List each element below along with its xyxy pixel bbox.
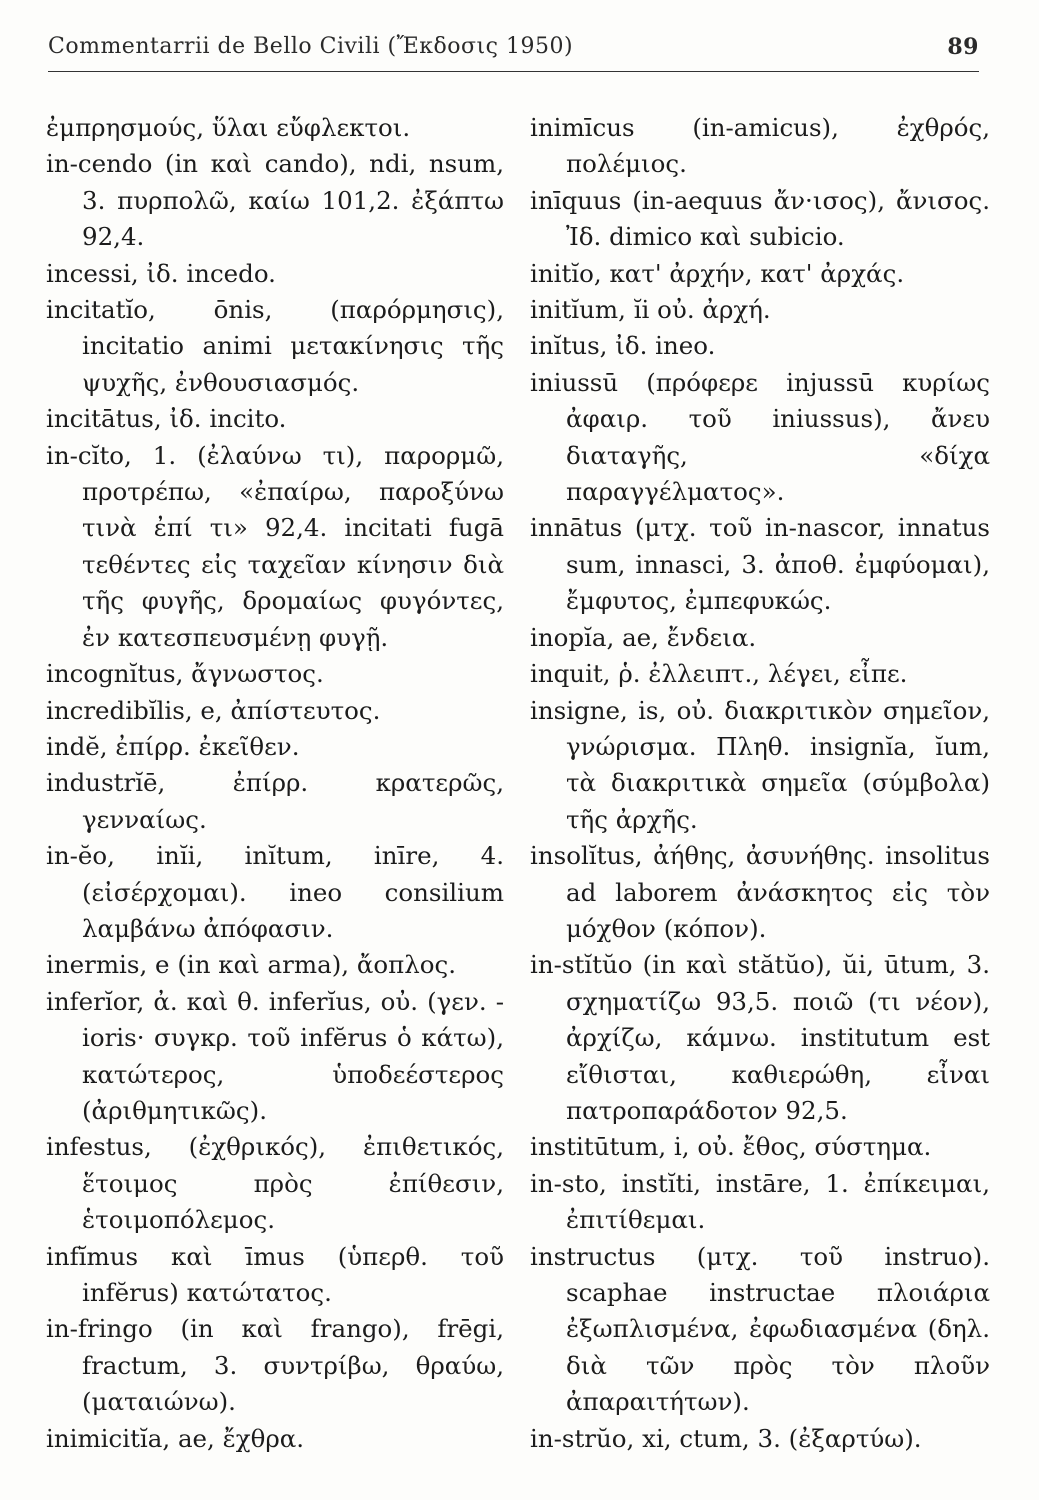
dictionary-entry: inopĭa, ae, ἔνδεια. — [530, 622, 757, 652]
dictionary-entry: incitātus, ἰδ. incito. — [46, 404, 287, 434]
dictionary-entry: inermis, e (in καὶ arma), ἄοπλος. — [46, 950, 457, 980]
dictionary-entry: insigne, is, οὐ. διακριτικὸν σημεῖον, γνώρισμα. Πληθ. insignĭa, ĭum, τὰ διακριτικὰ σημεῖα (σύμβολα) τῆς ἀρχῆς. — [530, 695, 990, 834]
dictionary-entry: in-fringo (in καὶ frango), frēgi, fractum, 3. συντρίβω, θραύω, (ματαιώνω). — [46, 1314, 504, 1417]
dictionary-entry: insolĭtus, ἀήθης, ἀσυνήθης. insolitus ad laborem ἀνάσκητος εἰς τὸν μόχθον (κόπον). — [530, 841, 990, 943]
dictionary-entry: inimicitĭa, ae, ἔχθρα. — [46, 1423, 305, 1453]
dictionary-entry: innātus (μτχ. τοῦ in-nascor, innatus sum, innasci, 3. ἀποθ. ἐμφύομαι), ἔμφυτος, ἐμπεφυκώς. — [530, 513, 990, 616]
dictionary-entry: infĭmus καὶ īmus (ὑπερθ. τοῦ infĕrus) κατώτατος. — [46, 1241, 504, 1307]
running-title: Commentarrii de Bello Civili (Ἔκδοσις 1950) — [48, 34, 574, 59]
dictionary-entry: ἐμπρησμούς, ὕλαι εὔφλεκτοι. — [46, 113, 411, 142]
dictionary-entry: incessi, ἰδ. incedo. — [46, 258, 276, 288]
right-column — [530, 110, 990, 1457]
dictionary-entry: in-strŭo, xi, ctum, 3. (ἐξαρτύω). — [530, 1423, 922, 1453]
dictionary-entry: incitatĭo, ōnis, (παρόρμησις), incitatio animi μετακίνησις τῆς ψυχῆς, ἐνθουσιασμός. — [46, 295, 504, 397]
dictionary-entry: inimīcus (in-amicus), ἐχθρός, πολέμιος. — [530, 113, 990, 179]
dictionary-entry: initĭo, κατ' ἀρχήν, κατ' ἀρχάς. — [530, 258, 905, 288]
dictionary-entry: in-ĕo, inĭi, inĭtum, inīre, 4. (εἰσέρχομαι). ineo consilium λαμβάνω ἀπόφασιν. — [46, 841, 504, 943]
dictionary-entry: indĕ, ἐπίρρ. ἐκεῖθεν. — [46, 731, 300, 761]
dictionary-entry: inferĭor, ἀ. καὶ θ. inferĭus, οὐ. (γεν. -ioris· συγκρ. τοῦ infĕrus ὁ κάτω), κατώτερος, ὑποδεέστερος (ἀριθμητικῶς). — [46, 986, 504, 1125]
dictionary-entry: infestus, (ἐχθρικός), ἐπιθετικός, ἕτοιμος πρὸς ἐπίθεσιν, ἑτοιμοπόλεμος. — [46, 1132, 504, 1235]
header-rule — [48, 71, 979, 72]
dictionary-entry: instructus (μτχ. τοῦ instruo). scaphae instructae πλοιάρια ἐξωπλισμένα, ἐφωδιασμένα (δηλ. διὰ τῶν πρὸς τὸν πλοῦν ἀπαραιτήτων). — [530, 1241, 990, 1417]
dictionary-entry: inĭtus, ἰδ. ineo. — [530, 331, 716, 361]
dictionary-entry: incredibĭlis, e, ἀπίστευτος. — [46, 695, 381, 725]
page-number: 89 — [947, 34, 979, 60]
dictionary-entry: iniussū (πρόφερε injussū κυρίως ἀφαιρ. τοῦ iniussus), ἄνευ διαταγῆς, «δίχα παραγγέλματος». — [530, 367, 990, 507]
dictionary-entry: in-cendo (in καὶ cando), ndi, nsum, 3. πυρπολῶ, καίω 101,2. ἐξάπτω 92,4. — [46, 149, 504, 252]
left-column — [46, 110, 504, 1457]
page-header — [48, 34, 979, 66]
dictionary-entry: inīquus (in-aequus ἄν·ισος), ἄνισος. Ἰδ. dimico καὶ subicio. — [530, 185, 990, 252]
dictionary-entry: in-sto, instĭti, instāre, 1. ἐπίκειμαι, ἐπιτίθεμαι. — [530, 1168, 990, 1235]
dictionary-entry: institūtum, i, οὐ. ἔθος, σύστημα. — [530, 1132, 932, 1162]
dictionary-entry: in-stĭtŭo (in καὶ stătŭo), ŭi, ūtum, 3. σχηματίζω 93,5. ποιῶ (τι νέον), ἀρχίζω, κάμνω. institutum est εἴθισται, καθιερώθη, εἶναι πατροπαράδοτον 92,5. — [530, 950, 990, 1125]
dictionary-entry: incognĭtus, ἄγνωστος. — [46, 659, 324, 689]
dictionary-entry: industrĭē, ἐπίρρ. κρατερῶς, γενναίως. — [46, 768, 504, 834]
dictionary-entry: in-cĭto, 1. (ἐλαύνω τι), παρορμῶ, προτρέπω, «ἐπαίρω, παροξύνω τινὰ ἐπί τι» 92,4. incitati fugā τεθέντες εἰς ταχεῖαν κίνησιν διὰ τῆς φυγῆς, δρομαίως φυγόντες, ἐν κατεσπευσμένῃ φυγῇ. — [46, 440, 504, 652]
dictionary-entry: initĭum, ĭi οὐ. ἀρχή. — [530, 295, 771, 325]
dictionary-entry: inquit, ῥ. ἐλλειπτ., λέγει, εἶπε. — [530, 659, 908, 689]
